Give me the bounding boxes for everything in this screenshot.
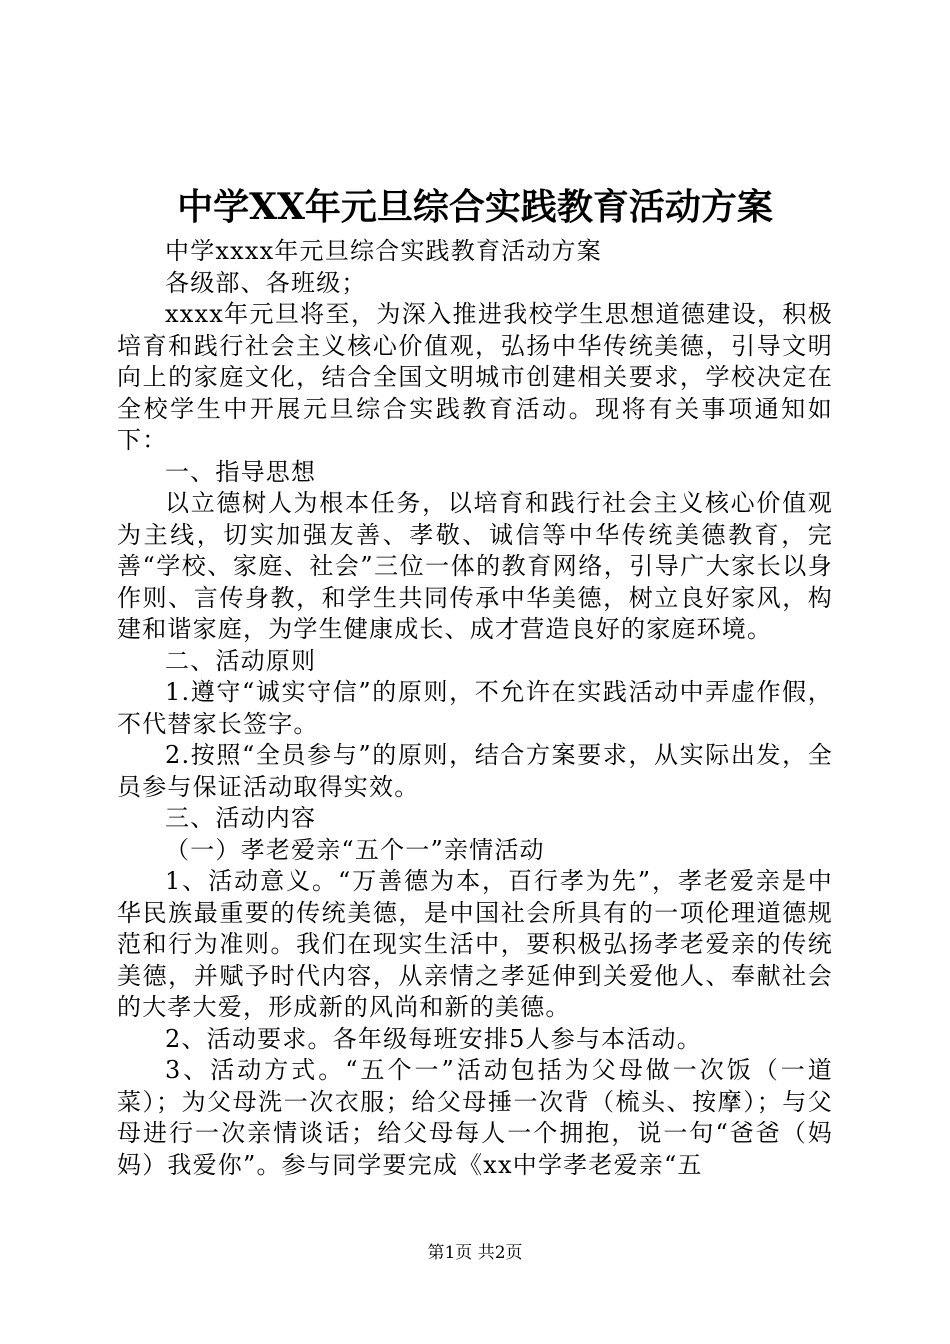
subsection-heading-five-ones: （一）孝老爱亲“五个一”亲情活动 [165,835,545,864]
section-heading-content: 三、活动内容 [165,804,317,832]
paragraph-principle-1: 1.遵守“诚实守信”的原则，不允许在实践活动中弄虚作假，不代替家长签字。 [117,678,833,738]
document-title: 中学XX年元旦综合实践教育活动方案 [177,186,773,228]
paragraph-guiding-thought: 以立德树人为根本任务，以培育和践行社会主义核心价值观为主线，切实加强友善、孝敬、诚信等中华传统美德教育，完善“学校、家庭、社会”三位一体的教育网络，引导广大家长以身作则、言传身教，和学生共同传承中华美德，树立良好家风，构建和谐家庭，为学生健康成长、成才营造良好的家庭环境。 [117,489,833,643]
paragraph-salutation: 各级部、各班级； [165,268,367,297]
paragraph-activity-requirement: 2、活动要求。各年级每班安排5人参与本活动。 [165,1024,702,1053]
page-number-footer: 第1页 共2页 [427,1243,523,1263]
paragraph-activity-method: 3、活动方式。“五个一”活动包括为父母做一次饭（一道菜）；为父母洗一次衣服；给父母捶一次背（梳头、按摩）；与父母进行一次亲情谈话；给父母每人一个拥抱，说一句“爸爸（妈妈）我爱你”。参与同学要完成《xx中学孝老爱亲“五 [117,1056,833,1179]
paragraph-principle-2: 2.按照“全员参与”的原则，结合方案要求，从实际出发，全员参与保证活动取得实效。 [117,741,833,801]
document-body [117,236,833,1181]
paragraph-intro: xxxx年元旦将至，为深入推进我校学生思想道德建设，积极培育和践行社会主义核心价值观，弘扬中华传统美德，引导文明向上的家庭文化，结合全国文明城市创建相关要求，学校决定在全校学生中开展元旦综合实践教育活动。现将有关事项通知如下： [117,300,833,454]
paragraph-subtitle: 中学xxxx年元旦综合实践教育活动方案 [165,237,602,265]
section-heading-principles: 二、活动原则 [165,646,317,675]
paragraph-activity-meaning: 1、活动意义。“万善德为本，百行孝为先”，孝老爱亲是中华民族最重要的传统美德，是中国社会所具有的一项伦理道德规范和行为准则。我们在现实生活中，要积极弘扬孝老爱亲的传统美德，并赋予时代内容，从亲情之孝延伸到关爱他人、奉献社会的大孝大爱，形成新的风尚和新的美德。 [117,867,833,1021]
section-heading-guiding-thought: 一、指导思想 [165,457,317,486]
